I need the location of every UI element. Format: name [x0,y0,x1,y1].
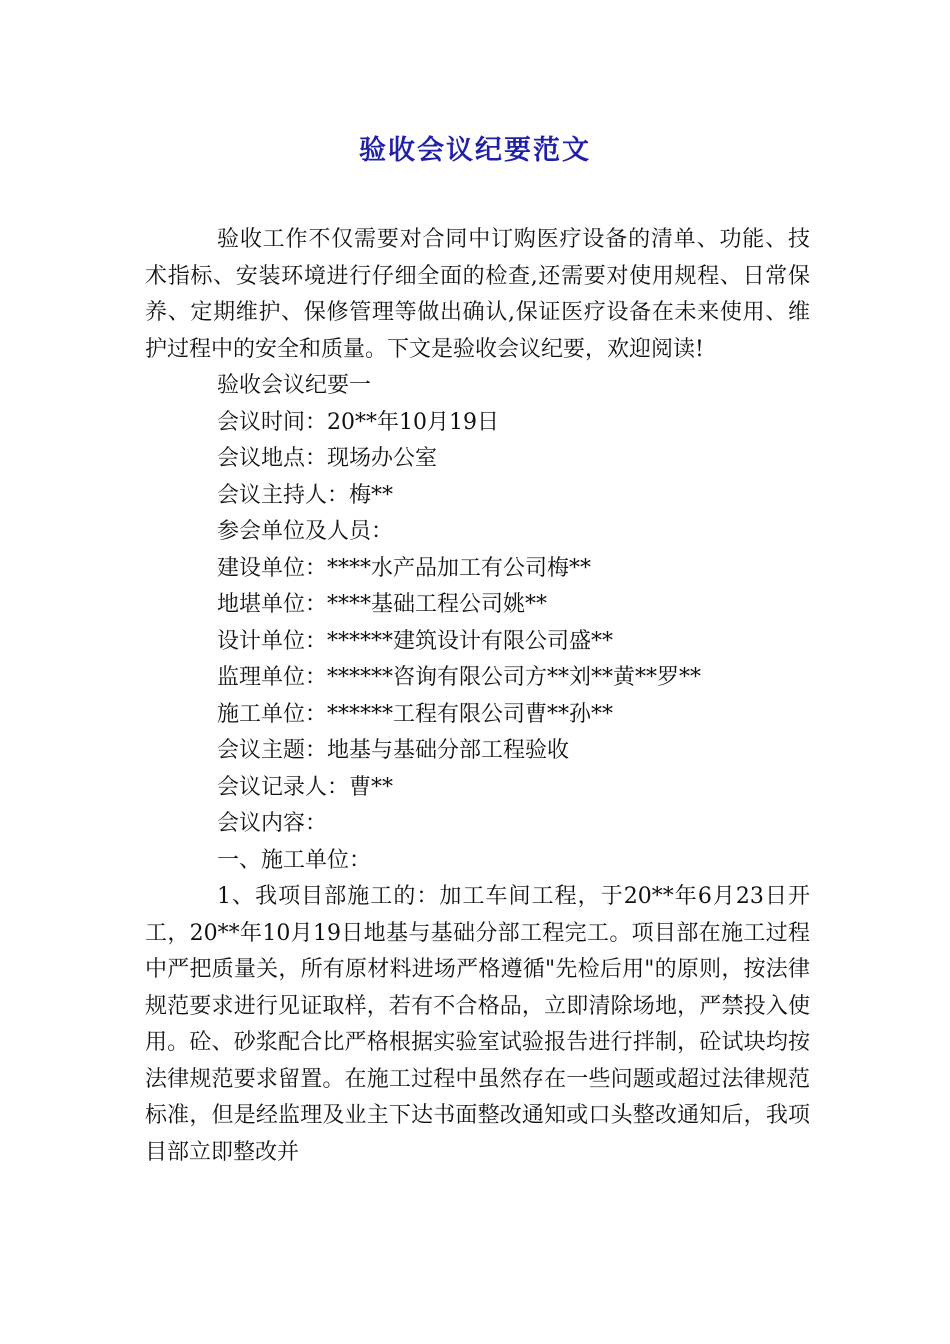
meeting-content-heading: 会议内容： [217,811,328,836]
attendees-heading: 参会单位及人员： [217,519,394,544]
section1-paragraph: 1、我项目部施工的：加工车间工程，于20**年6月23日开工，20**年10月19日地基与基础分部工程完工。项目部在施工过程中严把质量关，所有原材料进场严格遵循"先检后用"的原则，按法律规范要求进行见证取样，若有不合格品，立即清除场地，严禁投入使用。砼、砂浆配合比严格根据实验室试验报告进行拌制，砼试块均按法律规范要求留置。在施工过程中虽然存在一些问题或超过法律规范标准，但是经监理及业主下达书面整改通知或口头整改通知后，我项目部立即整改并 [145,884,810,1165]
meeting-topic: 会议主题：地基与基础分部工程验收 [217,738,570,763]
document-title: 验收会议纪要范文 [359,135,591,166]
meeting-recorder: 会议记录人：曹** [217,774,394,800]
meeting-location: 会议地点：现场办公室 [217,446,438,471]
attendee-supervision-unit: 监理单位：******咨询有限公司方**刘**黄**罗** [217,665,702,690]
attendee-survey-unit: 地堪单位：****基础工程公司姚** [217,592,548,617]
document-body [145,222,810,1171]
meeting-time: 会议时间：20**年10月19日 [217,409,499,435]
attendee-construction-unit: 建设单位：****水产品加工有公司梅** [217,555,592,581]
meeting-host: 会议主持人：梅** [217,482,394,508]
attendee-design-unit: 设计单位：******建筑设计有限公司盛** [217,628,614,654]
section-heading-builder: 一、施工单位： [217,847,372,873]
intro-paragraph: 验收工作不仅需要对合同中订购医疗设备的清单、功能、技术指标、安装环境进行仔细全面的检查,还需要对使用规程、日常保养、定期维护、保修管理等做出确认,保证医疗设备在未来使用、维护过程中的安全和质量。下文是验收会议纪要，欢迎阅读! [145,227,810,362]
attendee-builder-unit: 施工单位：******工程有限公司曹**孙** [217,701,614,727]
meeting-heading: 验收会议纪要一 [217,373,372,398]
